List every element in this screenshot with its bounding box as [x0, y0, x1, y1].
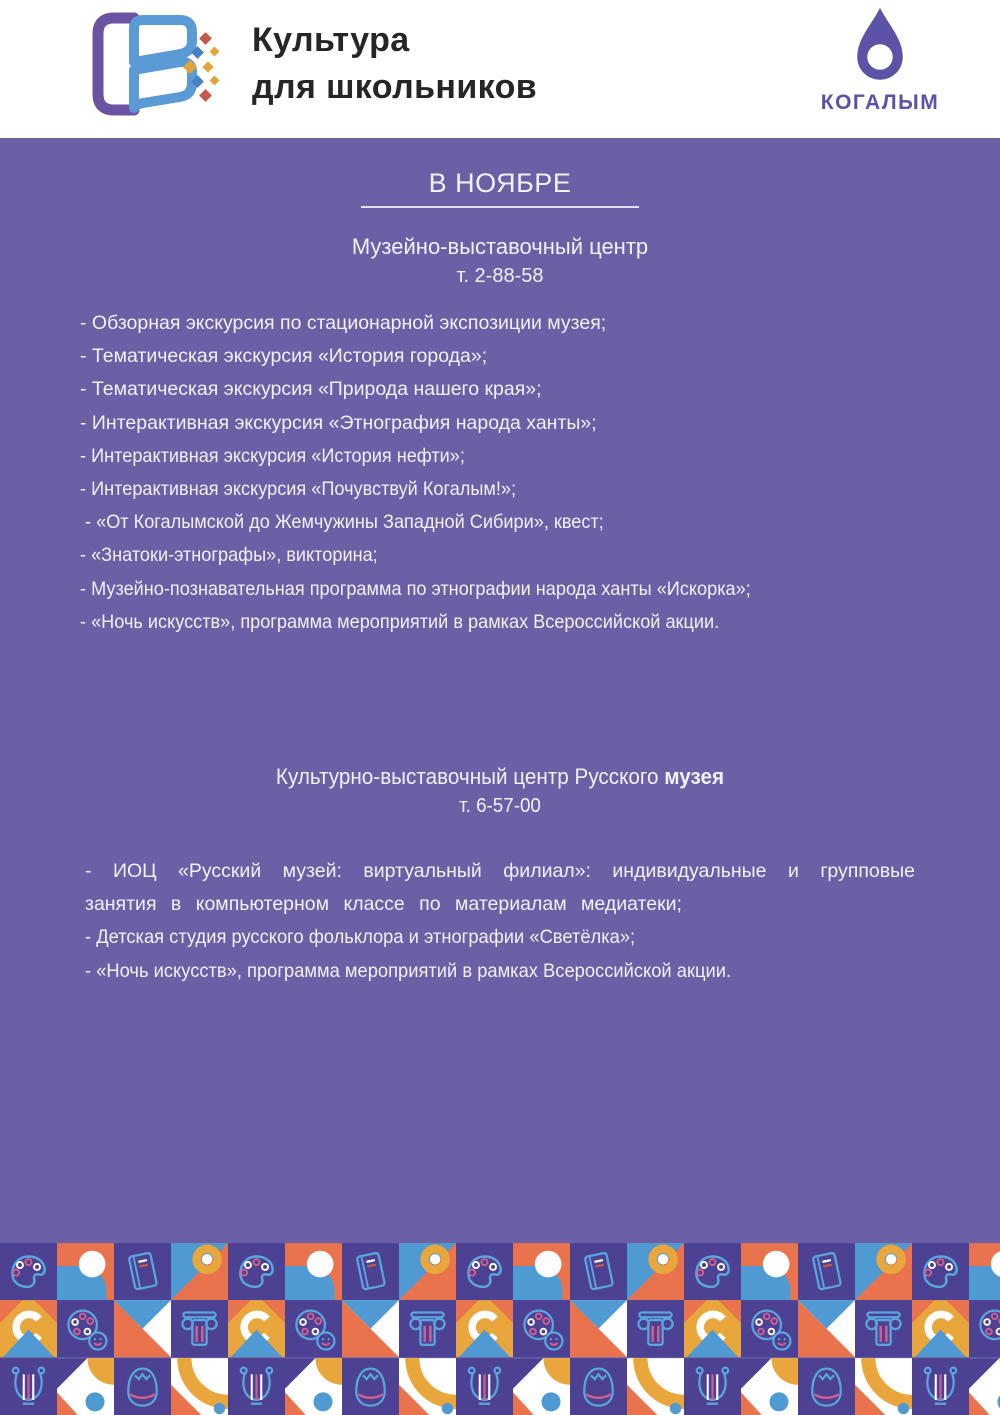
tile-row: [0, 1300, 1000, 1357]
open-book-logo-icon: [84, 10, 226, 118]
list-item: - Детская студия русского фольклора и этнографии «Светёлка»;: [85, 926, 636, 949]
matryoshka-icon: [570, 1358, 627, 1415]
lyre-icon: [684, 1358, 741, 1415]
arc-band-icon: [171, 1358, 228, 1415]
film-mask-icon: [513, 1300, 570, 1357]
column-icon: [627, 1300, 684, 1357]
lyre-icon: [456, 1358, 513, 1415]
lyre-icon: [0, 1358, 57, 1415]
water-drop-icon: [839, 6, 921, 88]
section-phone: т. 2-88-58: [456, 265, 544, 287]
section-russian-museum-center: [0, 763, 1000, 988]
ring-triangle-icon: [171, 1243, 228, 1300]
matryoshka-icon: [798, 1358, 855, 1415]
list-item: - Обзорная экскурсия по стационарной экспозиции музея;: [80, 312, 607, 334]
book-icon: [798, 1243, 855, 1300]
ring-triangle-icon: [855, 1243, 912, 1300]
pinwheel-icon: [342, 1300, 399, 1357]
month-title-underline: [361, 206, 639, 208]
palette-icon: [912, 1243, 969, 1300]
brand-title-line1: Культура: [252, 21, 410, 59]
city-logo: [812, 6, 948, 115]
palette-icon: [228, 1243, 285, 1300]
film-mask-icon: [969, 1300, 1000, 1357]
section-title-bold: музея: [664, 764, 725, 790]
palette-icon: [0, 1243, 57, 1300]
section-phone: т. 6-57-00: [459, 795, 541, 818]
city-logo-label: КОГАЛЫМ: [820, 91, 940, 114]
poster-body: [0, 138, 1000, 1415]
list-item: - «Знатоки-этнографы», викторина;: [80, 544, 378, 567]
list-item: - «От Когалымской до Жемчужины Западной Сибири», квест;: [80, 511, 604, 534]
circle-shapes-icon: [513, 1243, 570, 1300]
ring-triangle-icon: [399, 1243, 456, 1300]
pinwheel-icon: [114, 1300, 171, 1357]
event-list: [0, 855, 1000, 988]
pinwheel-icon: [570, 1300, 627, 1357]
list-item: - Музейно-познавательная программа по этнографии народа ханты «Искорка»;: [80, 577, 751, 600]
film-mask-icon: [57, 1300, 114, 1357]
list-item: - Интерактивная экскурсия «Почувствуй Когалым!»;: [80, 478, 517, 501]
shapes-circle-icon: [969, 1358, 1000, 1415]
book-icon: [114, 1243, 171, 1300]
film-mask-icon: [285, 1300, 342, 1357]
section-museum-exhibition-center: [0, 233, 1000, 639]
arc-band-icon: [399, 1358, 456, 1415]
list-item: - Тематическая экскурсия «История города»;: [80, 345, 488, 368]
section-title: Музейно-выставочный центр: [351, 234, 649, 259]
circle-shapes-icon: [741, 1243, 798, 1300]
arc-triangle-icon: [0, 1300, 57, 1357]
shapes-circle-icon: [57, 1358, 114, 1415]
matryoshka-icon: [342, 1358, 399, 1415]
circle-shapes-icon: [969, 1243, 1000, 1300]
column-icon: [171, 1300, 228, 1357]
column-icon: [855, 1300, 912, 1357]
section-title: [30, 763, 970, 791]
column-icon: [399, 1300, 456, 1357]
tile-row: [0, 1243, 1000, 1300]
list-item: - Интерактивная экскурсия «История нефти»;: [80, 444, 465, 467]
month-title: В НОЯБРЕ: [428, 168, 572, 198]
footer-pattern: [0, 1243, 1000, 1415]
ring-triangle-icon: [627, 1243, 684, 1300]
list-item: - «Ночь искусств», программа мероприятий в рамках Всероссийской акции.: [85, 959, 732, 982]
lyre-icon: [912, 1358, 969, 1415]
tile-row: [0, 1358, 1000, 1415]
brand-title: [252, 17, 537, 111]
arc-triangle-icon: [228, 1300, 285, 1357]
circle-shapes-icon: [285, 1243, 342, 1300]
film-mask-icon: [741, 1300, 798, 1357]
section-title-regular: Культурно-выставочный центр Русского: [275, 764, 665, 790]
arc-band-icon: [627, 1358, 684, 1415]
arc-triangle-icon: [456, 1300, 513, 1357]
brand-title-line2: для школьников: [252, 68, 538, 106]
arc-triangle-icon: [912, 1300, 969, 1357]
matryoshka-icon: [114, 1358, 171, 1415]
shapes-circle-icon: [285, 1358, 342, 1415]
event-list: [0, 307, 1000, 639]
header-bar: [0, 0, 1000, 138]
brand-logo: [84, 10, 537, 118]
palette-icon: [684, 1243, 741, 1300]
book-icon: [342, 1243, 399, 1300]
list-item: - Тематическая экскурсия «Природа нашего края»;: [80, 378, 542, 401]
palette-icon: [456, 1243, 513, 1300]
arc-triangle-icon: [684, 1300, 741, 1357]
list-item: - ИОЦ «Русский музей: виртуальный филиал»: индивидуальные и групповые занятия в компьютерном классе по материалам медиатеки;: [85, 860, 915, 916]
book-icon: [570, 1243, 627, 1300]
shapes-circle-icon: [513, 1358, 570, 1415]
list-item: - «Ночь искусств», программа мероприятий в рамках Всероссийской акции.: [80, 610, 720, 633]
arc-band-icon: [855, 1358, 912, 1415]
lyre-icon: [228, 1358, 285, 1415]
circle-shapes-icon: [57, 1243, 114, 1300]
list-item: - Интерактивная экскурсия «Этнография народа ханты»;: [80, 411, 597, 434]
shapes-circle-icon: [741, 1358, 798, 1415]
pinwheel-icon: [798, 1300, 855, 1357]
